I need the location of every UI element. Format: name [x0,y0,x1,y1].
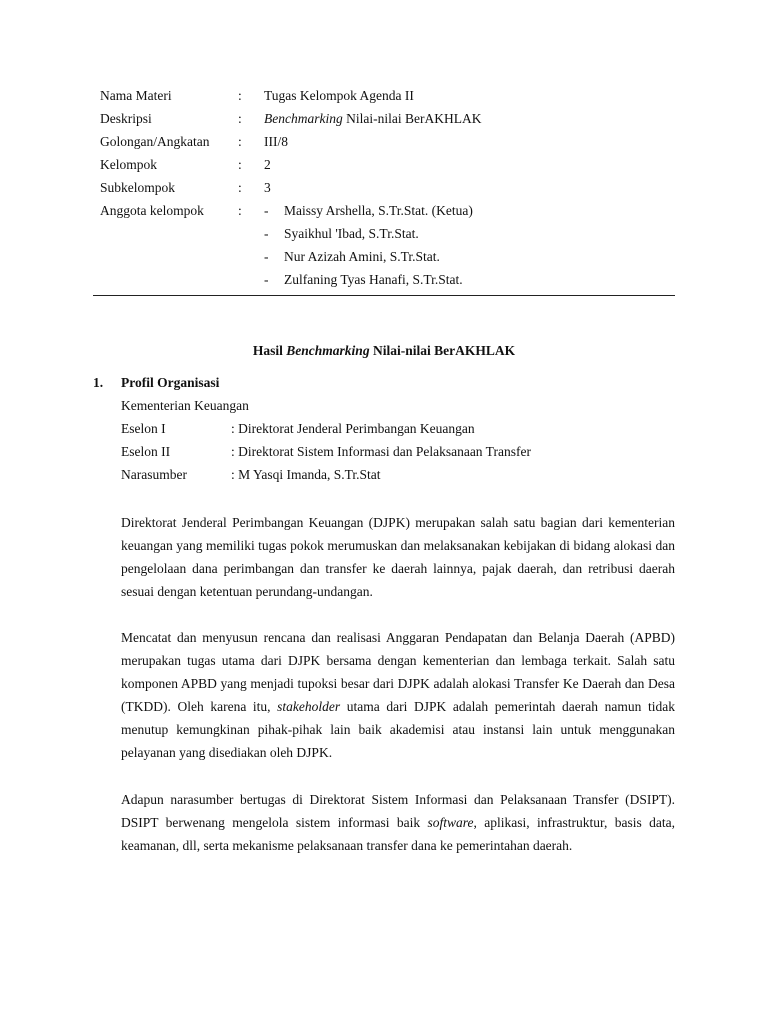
meta-row-kelompok [100,155,675,178]
member-row [100,270,675,293]
meta-colon: : [238,111,242,126]
member-name: Nur Azizah Amini, S.Tr.Stat. [284,249,440,264]
meta-label: Nama Materi [100,88,172,103]
meta-colon: : [238,157,242,172]
member-row [100,247,675,270]
org-value: : M Yasqi Imanda, S.Tr.Stat [231,467,381,482]
org-row-eselon-1 [121,419,681,442]
paragraph-text: Mencatat dan menyusun rencana dan realisasi Anggaran Pendapatan dan Belanja Daerah (APBD) merupakan tugas utama dari DJPK bersama dengan kementerian dan lembaga terkait. Salah satu komponen APBD yang menjadi tupoksi besar dari DJPK adalah alokasi Transfer Ke Daerah dan Desa (TKDD). Oleh karena itu, [121,630,675,714]
member-name: Maissy Arshella, S.Tr.Stat. (Ketua) [284,203,473,218]
list-dash: - [264,249,269,264]
meta-row-nama-materi [100,86,675,109]
paragraph-italic: stakeholder [277,699,341,714]
organization-profile [121,396,681,488]
org-ministry: Kementerian Keuangan [121,398,249,413]
meta-colon: : [238,88,242,103]
member-name: Zulfaning Tyas Hanafi, S.Tr.Stat. [284,272,463,287]
paragraph-apbd [121,626,675,764]
meta-colon: : [238,203,242,218]
meta-value-italic: Benchmarking [264,111,343,126]
paragraph-dsipt [121,788,675,857]
title-italic: Benchmarking [286,343,370,358]
org-value: : Direktorat Sistem Informasi dan Pelaksanaan Transfer [231,444,531,459]
title-pre: Hasil [252,343,287,358]
meta-label: Golongan/Angkatan [100,134,210,149]
list-dash: - [264,226,269,241]
meta-value: III/8 [264,134,288,149]
meta-value-rest: Nilai-nilai BerAKHLAK [342,111,482,126]
paragraph-text: , aplikasi, infrastruktur, basis data, keamanan, dll, serta mekanisme pelaksanaan transfer dana ke pemerintahan daerah. [121,815,675,853]
meta-label: Kelompok [100,157,157,172]
org-value: : Direktorat Jenderal Perimbangan Keuangan [231,421,475,436]
paragraph-italic: software [427,815,474,830]
list-dash: - [264,272,269,287]
meta-label: Subkelompok [100,180,176,195]
paragraph-text: utama dari DJPK adalah pemerintah daerah namun tidak menutup kemungkinan pihak-pihak lain baik akademisi atau instansi lain untuk menggunakan pelayanan yang disediakan oleh DJPK. [121,699,675,760]
meta-value [264,109,481,129]
member-name: Syaikhul 'Ibad, S.Tr.Stat. [284,226,419,241]
section-number: 1. [93,375,104,390]
org-label: Narasumber [121,467,187,482]
meta-label: Deskripsi [100,111,152,126]
list-dash: - [264,203,269,218]
title-post: Nilai-nilai BerAKHLAK [369,343,516,358]
org-row-narasumber [121,465,681,488]
org-label: Eselon II [121,444,171,459]
paragraph-djpk: Direktorat Jenderal Perimbangan Keuangan (DJPK) merupakan salah satu bagian dari kementerian keuangan yang memiliki tugas pokok merumuskan dan melaksanakan kebijakan di bidang alokasi dan pengelolaan dana perimbangan dan transfer ke daerah lainnya, pajak daerah, dan retribusi daerah sesuai dengan ketentuan perundang-undangan. [121,515,675,599]
meta-value: Tugas Kelompok Agenda II [264,88,414,103]
meta-row-deskripsi [100,109,675,132]
org-ministry-row [121,396,681,419]
horizontal-divider [93,295,675,296]
meta-colon: : [238,180,242,195]
meta-value: 2 [264,157,271,172]
section-heading: Profil Organisasi [121,375,220,390]
meta-colon: : [238,134,242,149]
document-title [93,341,675,361]
meta-label: Anggota kelompok [100,203,204,218]
meta-row-golongan [100,132,675,155]
meta-row-anggota [100,201,675,224]
metadata-block [100,86,675,293]
org-label: Eselon I [121,421,166,436]
meta-value: 3 [264,180,271,195]
org-row-eselon-2 [121,442,681,465]
meta-row-subkelompok [100,178,675,201]
paragraph-text: Adapun narasumber bertugas di Direktorat Sistem Informasi dan Pelaksanaan Transfer (DSIPT). DSIPT berwenang mengelola sistem informasi baik [121,792,675,830]
member-row [100,224,675,247]
